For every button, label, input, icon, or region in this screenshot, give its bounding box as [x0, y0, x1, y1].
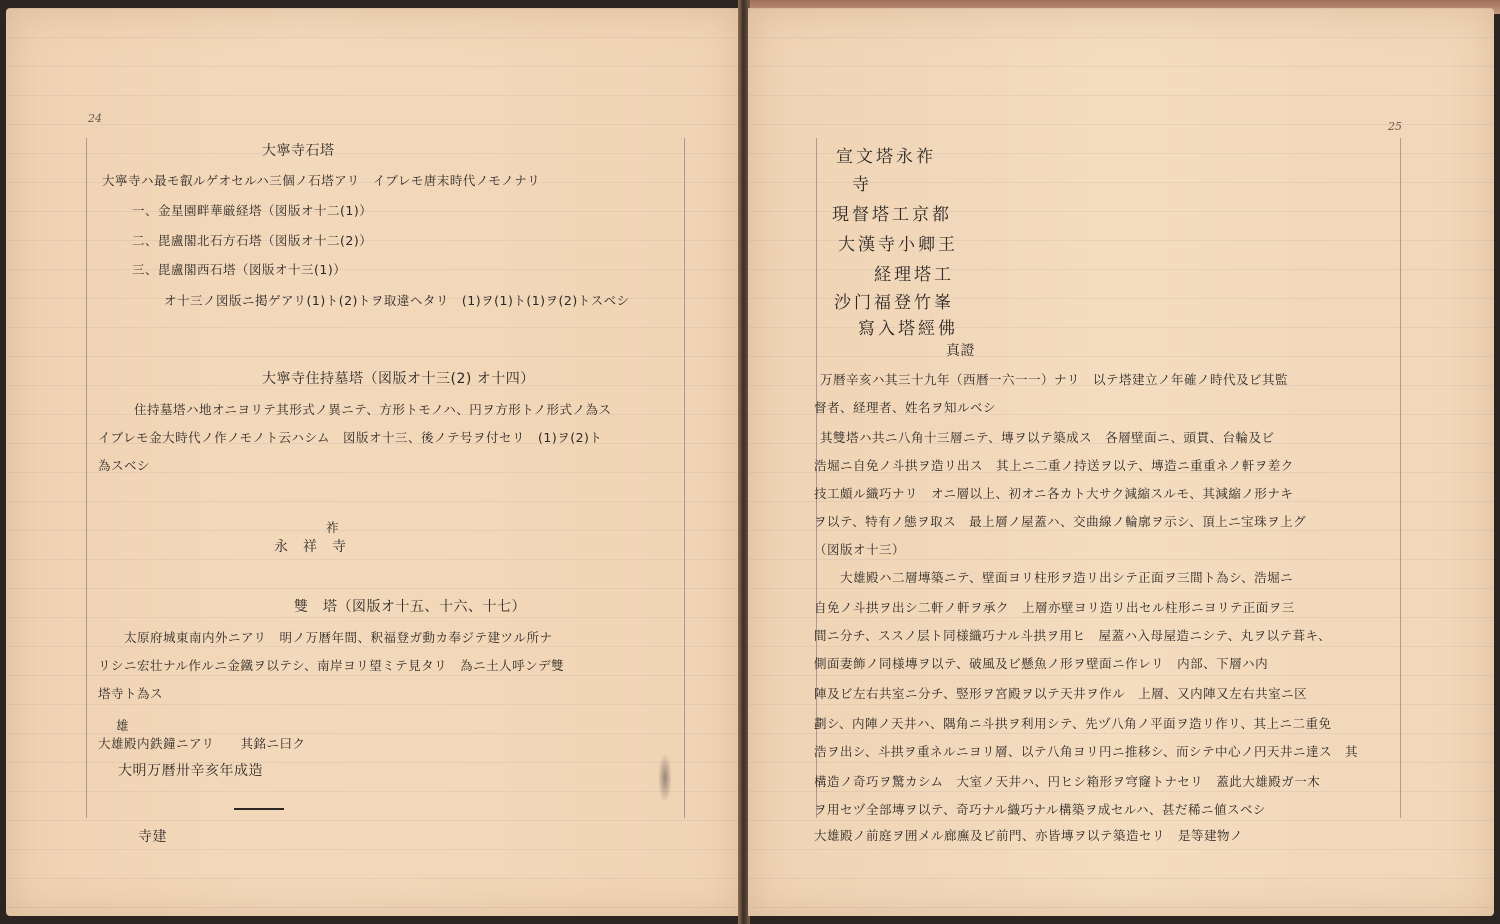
inscription-line: 寺: [852, 175, 872, 195]
right-margin-line: [1400, 138, 1401, 818]
text-line: 寺建: [138, 829, 167, 845]
text-line: ヲ用セヅ全部塼ヲ以テ、奇巧ナル織巧ナル構築ヲ成セルハ、甚だ稀ニ値スベシ: [814, 802, 1267, 817]
text-line: 為スベシ: [98, 458, 151, 473]
right-margin-line: [684, 138, 685, 818]
page-number: 25: [1388, 120, 1402, 133]
text-line: 劃シ、内陣ノ天井ハ、隅角ニ斗拱ヲ利用シテ、先ヅ八角ノ平面ヲ造リ作リ、其上ニ二重免: [814, 716, 1332, 731]
correction-annotation: 雄: [116, 718, 130, 733]
text-line: 陣及ビ左右共室ニ分チ、竪形ヲ宮殿ヲ以テ天井ヲ作ル 上層、又内陣又左右共室ニ区: [814, 686, 1308, 701]
inscription-line: 宣文塔永祚: [836, 147, 936, 167]
left-margin-line: [86, 138, 87, 818]
list-item: 二、毘盧閣北石方石塔（図版オ十二(2)）: [132, 233, 373, 248]
text-line: ヲ以テ、特有ノ態ヲ取ス 最上層ノ屋蓋ハ、交曲線ノ輪廓ヲ示シ、頂上ニ宝珠ヲ上グ: [814, 514, 1307, 529]
inscription-line: 経理塔工: [874, 265, 954, 285]
right-page: [748, 8, 1494, 916]
text-line: 塔寺ト為ス: [98, 686, 164, 701]
heading-yongzuosi: 永 祥 寺: [274, 539, 347, 555]
text-line: 太原府城東南内外ニアリ 明ノ万暦年間、釈福登ガ動カ奉ジテ建ツル所ナ: [124, 630, 553, 645]
text-line: 技工頗ル織巧ナリ オニ層以上、初オニ各カト大サク減縮スルモ、其減縮ノ形ナキ: [814, 486, 1294, 501]
page-number: 24: [88, 112, 102, 125]
text-line: 大雄殿内鉄鐘ニアリ 其銘ニ曰ク: [98, 736, 306, 751]
left-page: [6, 8, 740, 916]
text-line: 間ニ分チ、ススノ层ト同様織巧ナル斗拱ヲ用ヒ 屋蓋ハ入母屋造ニシテ、丸ヲ以テ葺キ、: [814, 628, 1332, 643]
text-line: （図版オ十三）: [814, 542, 906, 557]
divider-rule: [234, 808, 284, 810]
text-line: 督者、経理者、姓名ヲ知ルベシ: [814, 400, 997, 415]
text-line: 浩ヲ出シ、斗拱ヲ重ネルニヨリ層、以テ八角ヨリ円ニ推移シ、而シテ中心ノ円天井ニ達ス 其: [814, 744, 1359, 759]
text-line: 住持墓塔ハ地オニヨリテ其形式ノ異ニテ、方形トモノハ、円ヲ方形トノ形式ノ為ス: [134, 402, 612, 417]
text-line: オ十三ノ図版ニ掲ゲアリ(1)ト(2)トヲ取違ヘタリ (1)ヲ(1)ト(1)ヲ(2)トスベシ: [164, 293, 630, 308]
text-line: 自免ノ斗拱ヲ出シ二軒ノ軒ヲ承ク 上層亦壁ヨリ造リ出セル柱形ニヨリテ正面ヲ三: [814, 600, 1295, 615]
text-line: 浩堀ニ自免ノ斗拱ヲ造リ出ス 其上ニ二重ノ持送ヲ以テ、塼造ニ重重ネノ軒ヲ差ク: [814, 458, 1294, 473]
inscription-line: 現督塔工京都: [832, 205, 952, 225]
heading-twin-pagodas: 雙 塔（図版オ十五、十六、十七）: [294, 599, 526, 615]
inscription-line: 大明万暦卅辛亥年成造: [118, 763, 263, 779]
text-line: 大雄殿ハ二層塼築ニテ、壁面ヨリ柱形ヲ造リ出シテ正面ヲ三間ト為シ、浩堀ニ: [840, 570, 1294, 585]
text-line: リシニ宏壮ナル作ルニ金鐵ヲ以テシ、南岸ヨリ望ミテ見タリ 為ニ土人呼ンデ雙: [98, 658, 565, 673]
text-line: 万暦辛亥ハ其三十九年（西暦一六一一）ナリ 以テ塔建立ノ年確ノ時代及ビ其監: [820, 372, 1289, 387]
inscription-line: 沙门福登竹峯: [834, 293, 954, 313]
text-line: 其雙塔ハ共ニ八角十三層ニテ、塼ヲ以テ築成ス 各層壁面ニ、頭貫、台輪及ビ: [820, 430, 1275, 445]
list-item: 一、金星園畔華厳経塔（図版オ十二(1)）: [132, 203, 373, 218]
heading-abbot-tomb-pagodas: 大寧寺住持墓塔（図版オ十三(2) オ十四）: [262, 371, 535, 387]
heading-dainingji-stone-pagodas: 大寧寺石塔: [262, 143, 335, 159]
correction-annotation: 祚: [326, 520, 340, 535]
text-line: 構造ノ奇巧ヲ驚カシム 大室ノ天井ハ、円ヒシ箱形ヲ穹窿トナセリ 蓋此大雄殿ガ一木: [814, 774, 1321, 789]
text-line: 側面妻飾ノ同様塼ヲ以テ、破風及ビ懸魚ノ形ヲ壁面ニ作レリ 内部、下層ハ内: [814, 656, 1269, 671]
text-line: イブレモ金大時代ノ作ノモノト云ハシム 図版オ十三、後ノテ号ヲ付セリ (1)ヲ(2)ト: [98, 430, 603, 445]
inscription-line: 大漢寺小卿王: [838, 235, 958, 255]
text-line: 大寧寺ハ最モ叡ルゲオセルハ三個ノ石塔アリ イブレモ唐末時代ノモノナリ: [102, 173, 541, 188]
text-line: 大雄殿ノ前庭ヲ囲メル廊廡及ビ前門、亦皆塼ヲ以テ築造セリ 是等建物ノ: [814, 828, 1244, 843]
inscription-line: 寫入塔經佛: [858, 319, 958, 339]
inscription-line: 真證: [946, 343, 975, 359]
ink-stain: [658, 753, 672, 803]
list-item: 三、毘盧閣西石塔（図版オ十三(1)）: [132, 262, 347, 277]
